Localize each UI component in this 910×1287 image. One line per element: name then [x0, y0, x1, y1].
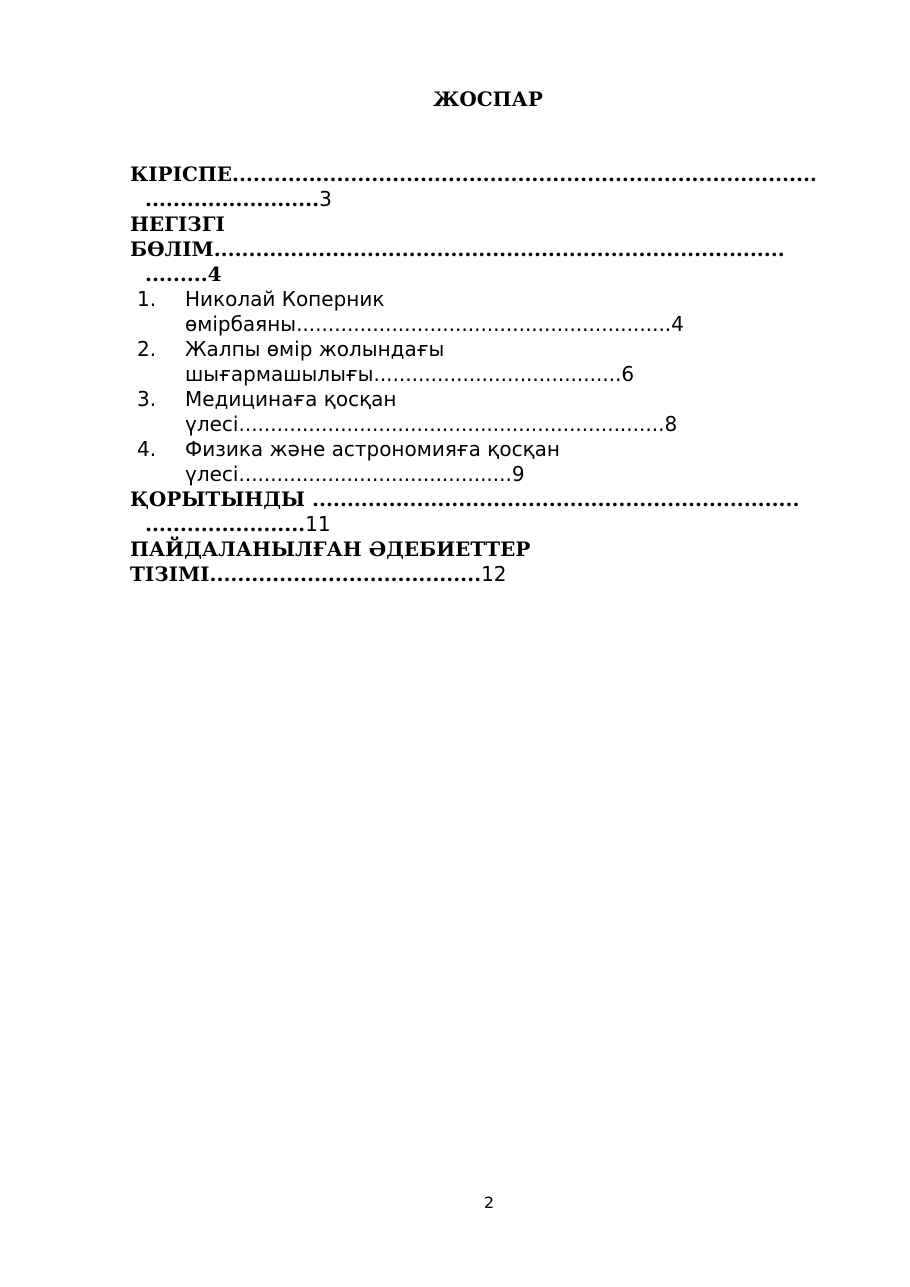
- toc-page-number: 12: [481, 562, 507, 586]
- toc-subentry-label: Николай Коперник: [185, 287, 385, 311]
- toc-leader-dots: ....................................................................................: [232, 162, 817, 186]
- toc-subentry-label: Медицинаға қосқан: [185, 387, 397, 411]
- toc-entry-main-line2: [130, 237, 850, 262]
- page-number: 2: [483, 1193, 495, 1212]
- list-number: 1.: [137, 287, 157, 311]
- toc-entry-label: ҚОРЫТЫНДЫ: [130, 487, 313, 511]
- toc-entry-references-line2: [130, 562, 850, 587]
- toc-subentry-line2: [185, 412, 850, 437]
- toc-subentry-label: үлесі: [185, 462, 239, 486]
- page-title: ЖОСПАР: [433, 87, 543, 111]
- toc-page-number: 3: [319, 187, 332, 211]
- table-of-contents: [130, 162, 850, 587]
- toc-subentry-label: Жалпы өмір жолындағы: [185, 337, 445, 361]
- toc-subentry-2[interactable]: [130, 337, 850, 387]
- list-number: 4.: [137, 437, 157, 461]
- toc-subentry-label: үлесі: [185, 412, 239, 436]
- list-number: 2.: [137, 337, 157, 361]
- toc-leader-dots: .......................................: [373, 362, 622, 386]
- toc-subentry-label: Физика және астрономияға қосқан: [185, 437, 561, 461]
- toc-subentry-label: шығармашылығы: [185, 362, 374, 386]
- toc-entry-intro[interactable]: [130, 162, 850, 187]
- list-number: 3.: [137, 387, 157, 411]
- toc-leader-dots: ...........................................: [238, 462, 512, 486]
- toc-page-number: 6: [621, 362, 635, 386]
- toc-page-number: 9: [511, 462, 525, 486]
- toc-entry-main-continued: [130, 262, 850, 287]
- toc-entry-label: БӨЛІМ: [130, 237, 214, 261]
- toc-subentry-line2: [185, 362, 850, 387]
- toc-page-number: 8: [664, 412, 678, 436]
- toc-subentry-line2: [185, 312, 850, 337]
- toc-leader-dots: ..................................................................................: [213, 237, 785, 261]
- toc-page-number: 4: [207, 262, 222, 286]
- toc-leader-dots: .........................: [145, 187, 320, 211]
- toc-leader-dots: .......................: [145, 512, 306, 536]
- toc-leader-dots: ...................................................................: [238, 412, 665, 436]
- toc-entry-references[interactable]: [130, 537, 850, 562]
- toc-entry-label: ТІЗІМІ: [130, 562, 210, 586]
- toc-leader-dots: .........: [145, 262, 208, 286]
- toc-leader-dots: ......................................................................: [312, 487, 800, 511]
- toc-subentry-3[interactable]: [130, 387, 850, 437]
- toc-leader-dots: .......................................: [209, 562, 482, 586]
- toc-entry-label: НЕГІЗГІ: [130, 212, 225, 236]
- toc-subentry-4[interactable]: [130, 437, 850, 487]
- toc-entry-conclusion-continued: [130, 512, 850, 537]
- toc-leader-dots: ...........................................................: [296, 312, 672, 336]
- toc-entry-conclusion[interactable]: [130, 487, 850, 512]
- toc-entry-intro-continued: [130, 187, 850, 212]
- toc-subentry-1[interactable]: [130, 287, 850, 337]
- toc-page-number: 11: [305, 512, 331, 536]
- toc-page-number: 4: [671, 312, 684, 336]
- toc-entry-label: ПАЙДАЛАНЫЛҒАН ӘДЕБИЕТТЕР: [130, 537, 531, 561]
- toc-subentry-line2: [185, 462, 850, 487]
- toc-subentry-label: өмірбаяны: [185, 312, 297, 336]
- toc-entry-label: КІРІСПЕ: [130, 162, 232, 186]
- toc-entry-main[interactable]: [130, 212, 850, 237]
